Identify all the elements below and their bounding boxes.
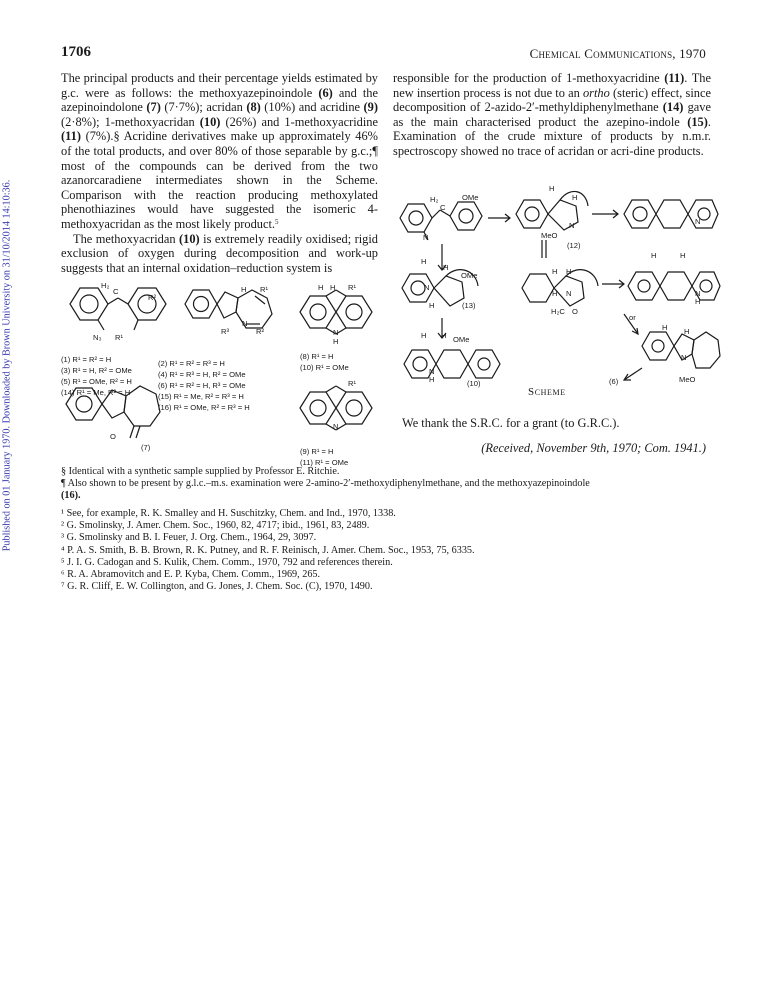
atom-label: N <box>695 289 701 298</box>
atom-label: R¹ <box>348 379 357 388</box>
atom-label: H₂ <box>101 281 110 290</box>
atom-label: N <box>429 367 435 376</box>
atom-label: H <box>684 327 690 336</box>
atom-label: (12) <box>567 241 581 250</box>
atom-label: H <box>662 323 668 332</box>
footnote: § Identical with a synthetic sample supplied by Professor E. Ritchie. <box>61 466 340 477</box>
left-column <box>61 71 378 275</box>
download-watermark: Published on 01 January 1970. Downloaded by Brown University on 31/10/2014 14:10:36. <box>1 179 13 552</box>
paragraph: The principal products and their percentage yields estimated by g.c. were as follows: the methoxyazepinoindole (6) and the azepinoindolone (7) (7·7%); acridan (8) (10%) and acridine (9) (2·8%); 1-methoxyacridan (10) (26%) and 1-methoxyacridine (11) (7%).§ Acridine derivatives make up approximately 46% of the total products, and over 80% of those separable by g.c.;¶ most of the compounds can be derived from the two azanorcaradiene intermediates shown in the Scheme. Comparison with the reaction producing methoxylated phenothiazines would have suggested the isomeric 4-methoxyacridan as the most likely product.$^5$ <box>61 71 378 231</box>
atom-label: H <box>552 267 558 276</box>
atom-label: H <box>429 301 435 310</box>
azepinoindole-structure <box>185 290 272 328</box>
atom-label: (10) <box>467 379 481 388</box>
right-column <box>393 71 711 159</box>
atom-label: N <box>333 328 339 337</box>
atom-label: H <box>651 251 657 260</box>
reference: ¹ See, for example, R. K. Smalley and H. Suschitzky, Chem. and Ind., 1970, 1338. <box>61 508 396 519</box>
scheme-caption: Scheme <box>528 386 566 398</box>
atom-label: H <box>443 263 449 272</box>
atom-label: R³ <box>221 327 230 336</box>
atom-label: OMe <box>461 271 478 280</box>
atom-label: H <box>572 193 578 202</box>
atom-label: N <box>424 283 430 292</box>
compound-labels-9-11: (9) R¹ = H (11) R¹ = OMe <box>300 447 349 467</box>
atom-label: MeO <box>679 375 696 384</box>
atom-label: OMe <box>453 335 470 344</box>
atom-label: N <box>242 319 248 328</box>
compound-labels-2: (2) R¹ = R² = R³ = H (4) R¹ = R³ = H, R² = OMe (6) R¹ = R² = H, R³ = OMe (15) R¹ = Me, R² = R³ = H (16) R¹ = OMe, R² = R³ = H <box>158 359 250 412</box>
atom-label: H <box>241 285 247 294</box>
atom-label: N <box>681 353 687 362</box>
atom-label: R¹ <box>260 285 269 294</box>
atom-label: H <box>566 267 572 276</box>
atom-label: N <box>566 289 572 298</box>
atom-label: H <box>441 331 447 340</box>
paragraph: The methoxyacridan (10) is extremely readily oxidised; rigid exclusion of oxygen during decomposition and work-up suggests that an internal oxidation–reduction system is <box>61 231 379 275</box>
atom-label: (13) <box>462 301 476 310</box>
atom-label: N <box>569 221 575 230</box>
atom-label: H <box>333 337 339 346</box>
reference: ⁷ G. R. Cliff, E. W. Collington, and G. Jones, J. Chem. Soc. (C), 1970, 1490. <box>61 581 373 593</box>
atom-label: or <box>629 313 636 322</box>
atom-label: H <box>695 297 701 306</box>
atom-label: N <box>695 217 701 226</box>
atom-label: H <box>421 331 427 340</box>
references <box>61 508 711 593</box>
reference: ³ G. Smolinsky and B. I. Feuer, J. Org. Chem., 1964, 29, 3097. <box>61 532 317 544</box>
received-date: (Received, November 9th, 1970; Com. 1941.) <box>481 441 706 455</box>
atom-label: N <box>333 422 339 431</box>
atom-label: H <box>318 283 324 292</box>
page-number: 1706 <box>61 44 91 60</box>
atom-label: R² <box>256 327 265 336</box>
atom-label: N₃ <box>93 333 102 342</box>
atom-label: C <box>440 203 446 212</box>
atom-label: N̄ <box>423 233 429 242</box>
atom-label: C <box>113 287 119 296</box>
atom-label: H <box>680 251 686 260</box>
atom-label: O <box>572 307 578 316</box>
atom-label: H₂ <box>430 195 439 204</box>
compound-label-7: (7) <box>141 443 151 452</box>
atom-label: OMe <box>462 193 479 202</box>
atom-label: O <box>110 432 116 441</box>
atom-label: MeO <box>541 231 558 240</box>
atom-label: H <box>421 257 427 266</box>
compound-labels-1: (1) R¹ = R² = H (3) R¹ = H, R² = OMe (5) R¹ = OMe, R² = H (14) R¹ = Me, R² = H <box>61 355 132 397</box>
atom-label: H₂C <box>551 307 565 316</box>
paragraph: responsible for the production of 1-methoxyacridine (11). The new insertion process is not due to an ortho (steric) effect, since decomposition of 2-azido-2′-methyldiphenylmethane (14) gave as the main characterised product the azepino-indole (15). Examination of the crude mixture of products by n.m.r. spectroscopy showed no trace of acridan or acri-dine products. <box>393 71 711 158</box>
atom-label: H <box>552 289 558 298</box>
reference: ⁴ P. A. S. Smith, B. B. Brown, R. K. Putney, and R. F. Reinisch, J. Amer. Chem. Soc., 1953, 75, 6335. <box>61 544 475 556</box>
compound-labels-8-10: (8) R¹ = H (10) R¹ = OMe <box>300 352 349 372</box>
atom-label: R¹ <box>348 283 357 292</box>
atom-label: (6) <box>609 377 619 386</box>
acknowledgement: We thank the S.R.C. for a grant (to G.R.C.). <box>402 416 620 430</box>
footnote: ¶ Also shown to be present by g.l.c.–m.s. examination were 2-amino-2′-methoxydiphenylmethane, and the methoxyazepinoindole (16). <box>61 478 590 502</box>
atom-label: R² <box>148 293 157 302</box>
reference: ⁵ J. I. G. Cadogan and S. Kulik, Chem. Comm., 1970, 792 and references therein. <box>61 556 393 568</box>
atom-label: R¹ <box>115 333 124 342</box>
atom-label: H <box>429 375 435 384</box>
running-header: Chemical Communications, 1970 <box>529 46 706 61</box>
atom-label: H <box>330 283 336 292</box>
reference: ² G. Smolinsky, J. Amer. Chem. Soc., 1960, 82, 4717; ibid., 1961, 83, 2489. <box>61 520 370 532</box>
atom-label: H <box>549 184 555 193</box>
reference: ⁶ R. A. Abramovitch and E. P. Kyba, Chem. Comm., 1969, 265. <box>61 569 321 581</box>
